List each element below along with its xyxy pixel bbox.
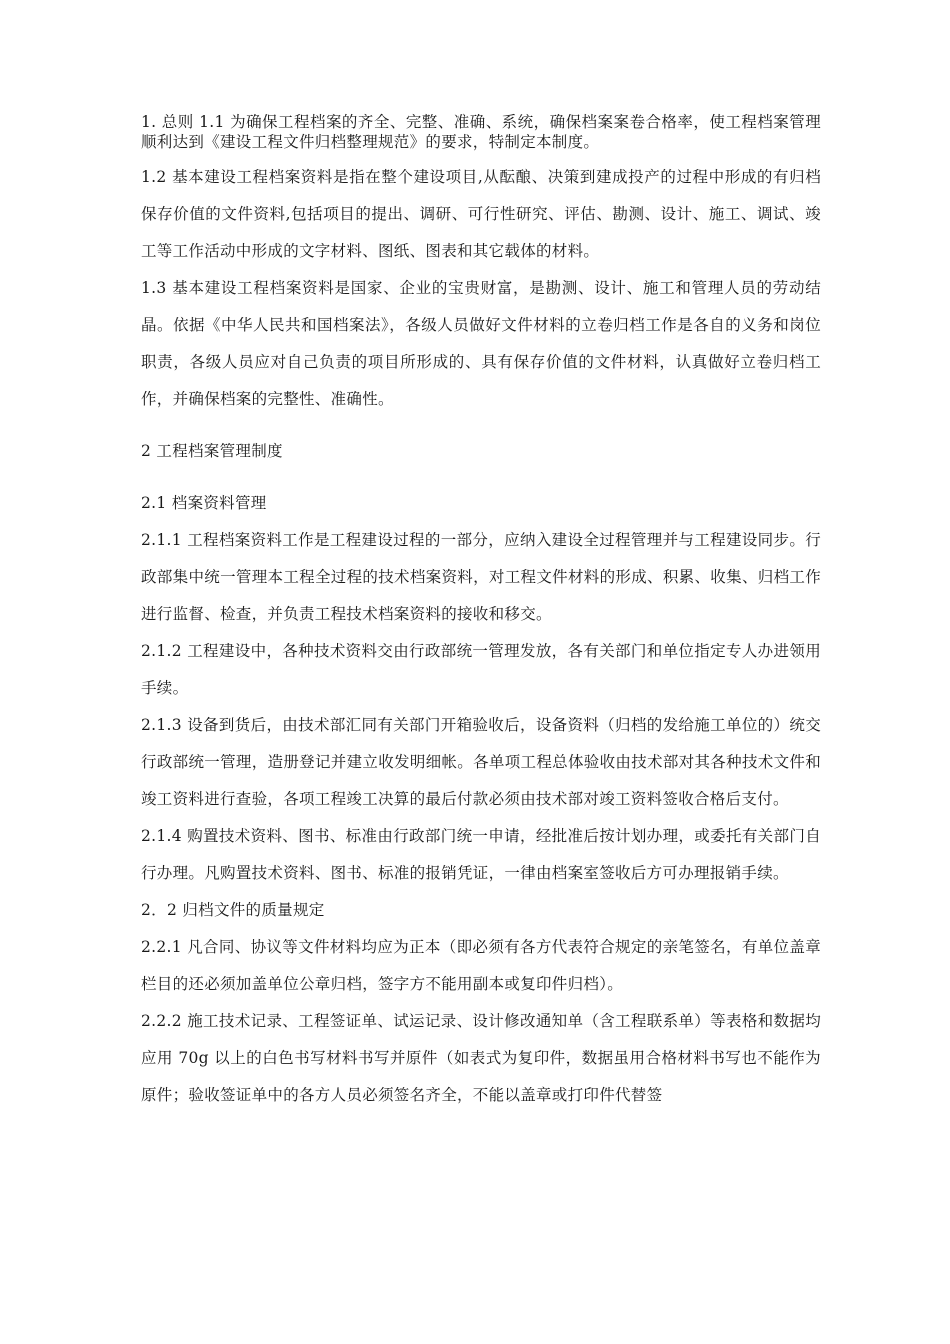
paragraph-general-1-1: 1. 总则 1.1 为确保工程档案的齐全、完整、准确、系统，确保档案案卷合格率，使工程档案管理顺利达到《建设工程文件归档整理规范》的要求，特制定本制度。 — [141, 113, 821, 151]
paragraph-2-2-1: 2.2.1 凡合同、协议等文件材料均应为正本（即必须有各方代表符合规定的亲笔签名，有单位盖章栏目的还必须加盖单位公章归档，签字方不能用副本或复印件归档）。 — [141, 938, 821, 993]
paragraph-1-3: 1.3 基本建设工程档案资料是国家、企业的宝贵财富，是勘测、设计、施工和管理人员的劳动结晶。依据《中华人民共和国档案法》，各级人员做好文件材料的立卷归档工作是各自的义务和岗位职责，各级人员应对自己负责的项目所形成的、具有保存价值的文件材料，认真做好立卷归档工作，并确保档案的完整性、准确性。 — [141, 279, 821, 408]
paragraph-1-2: 1.2 基本建设工程档案资料是指在整个建设项目,从酝酿、决策到建成投产的过程中形成的有归档保存价值的文件资料,包括项目的提出、调研、可行性研究、评估、勘测、设计、施工、调试、竣工等工作活动中形成的文字材料、图纸、图表和其它载体的材料。 — [141, 168, 821, 260]
paragraph-2-1-1: 2.1.1 工程档案资料工作是工程建设过程的一部分，应纳入建设全过程管理并与工程建设同步。行政部集中统一管理本工程全过程的技术档案资料，对工程文件材料的形成、积累、收集、归档工作进行监督、检查，并负责工程技术档案资料的接收和移交。 — [141, 531, 821, 623]
subsection-heading-2-2: 2．2 归档文件的质量规定 — [141, 901, 325, 919]
subsection-heading-2-1: 2.1 档案资料管理 — [141, 494, 267, 512]
paragraph-2-1-3: 2.1.3 设备到货后，由技术部汇同有关部门开箱验收后，设备资料（归档的发给施工单位的）统交行政部统一管理，造册登记并建立收发明细帐。各单项工程总体验收由技术部对其各种技术文件和竣工资料进行查验，各项工程竣工决算的最后付款必须由技术部对竣工资料签收合格后支付。 — [141, 716, 821, 808]
document-body — [141, 112, 821, 1114]
paragraph-2-1-4: 2.1.4 购置技术资料、图书、标准由行政部门统一申请，经批准后按计划办理，或委托有关部门自行办理。凡购置技术资料、图书、标准的报销凭证，一律由档案室签收后方可办理报销手续。 — [141, 827, 821, 882]
paragraph-2-2-2: 2.2.2 施工技术记录、工程签证单、试运记录、设计修改通知单（含工程联系单）等表格和数据均应用 70g 以上的白色书写材料书写并原件（如表式为复印件，数据虽用合格材料书写也不能作为原件；验收签证单中的各方人员必须签名齐全，不能以盖章或打印件代替签 — [141, 1012, 821, 1104]
section-heading-2: 2 工程档案管理制度 — [141, 442, 283, 460]
paragraph-2-1-2: 2.1.2 工程建设中，各种技术资料交由行政部统一管理发放，各有关部门和单位指定专人办进领用手续。 — [141, 642, 821, 697]
